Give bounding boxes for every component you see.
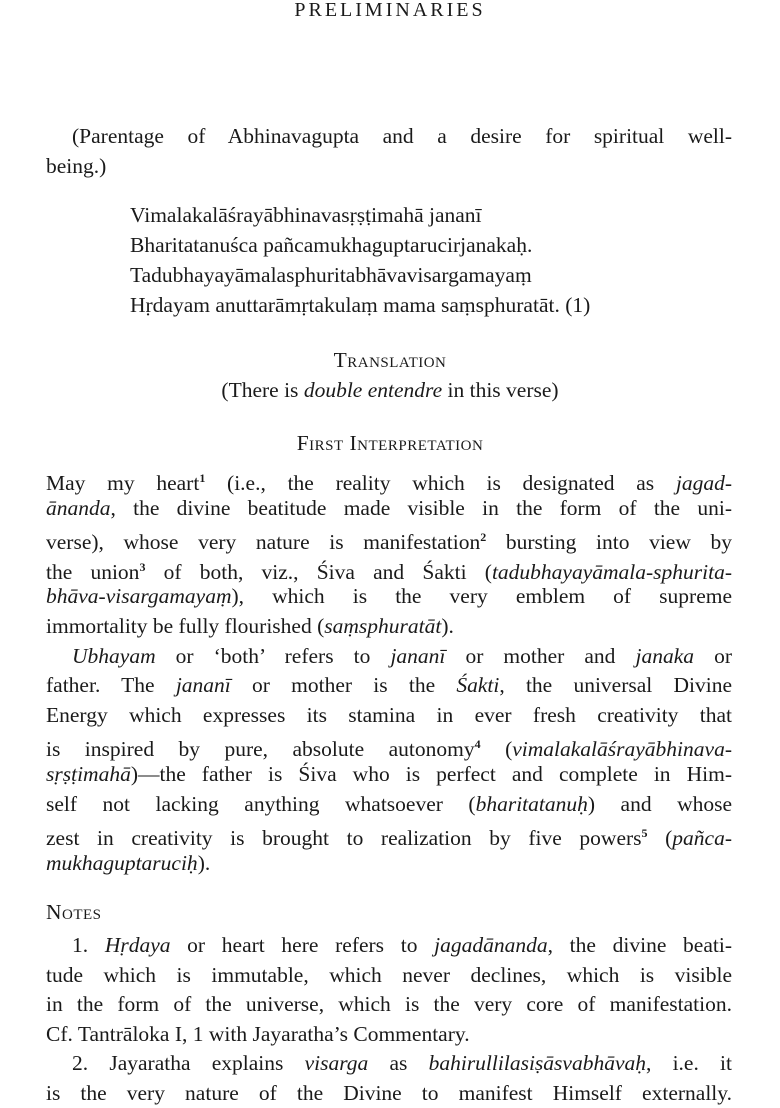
footnote-ref: 5 [641,826,648,841]
text: ( [480,737,513,762]
text: 2. Jayaratha explains [72,1051,305,1076]
text: or ‘both’ refers to [155,643,391,668]
text-line [46,152,732,180]
text: the union [46,559,140,584]
text-line [46,582,732,610]
text-line [46,849,732,877]
text-line [72,642,732,670]
italic-text: sṛṣṭimahā [46,762,131,786]
text: verse), whose very nature is manifestation [46,530,481,555]
text-line [46,523,732,556]
text: May my heart [46,471,200,495]
text-line [72,122,732,150]
text: being.) [46,154,107,178]
text: (There is [221,378,304,402]
text: ) and whose [587,791,733,816]
text-line [46,760,732,788]
text: (i.e., the reality which is designated as [205,471,676,495]
notes-heading: Notes [46,900,102,924]
text: Cf. Tantrāloka I, 1 with Jayaratha’s Commentary. [46,1021,470,1046]
italic-text: Śakti [456,673,500,698]
italic-text: tadubhayayāmala-sphurita- [491,559,732,584]
text: or mother and [445,643,636,668]
text-line [130,291,590,319]
page-title: PRELIMINARIES [294,0,486,21]
text-line [46,961,732,989]
text: ). [441,614,454,638]
text: in this verse) [442,378,559,402]
text-line [46,701,732,729]
text-line [46,494,732,522]
text: Energy which expresses its stamina in ever fresh creativity that [46,702,732,727]
text: father. The [46,673,176,698]
footnote-ref: 2 [480,530,487,545]
text: as [368,1051,429,1076]
text: 1. [72,933,105,957]
italic-text: mukhaguptaruciḥ [46,850,198,875]
italic-text: bhāva-visargamayaṃ [46,584,232,609]
text: or heart here refers to [170,933,435,957]
text-line [46,671,732,699]
text-line [46,819,732,852]
text: ( [647,826,673,851]
italic-text: bharitatanuḥ [475,791,588,816]
text: zest in creativity is brought to realization by five powers [46,826,642,851]
first-interpretation-heading: First Interpretation [296,431,484,455]
text: tude which is immutable, which never declines, which is visible [46,962,732,987]
italic-text: ānanda [46,495,111,520]
text: , the divine beatitude made visible in the form of the uni- [110,495,732,520]
text: bursting into view by [486,530,732,555]
text: is inspired by pure, absolute autonomy [46,737,475,762]
text: (Parentage of Abhinavagupta and a desire for spiritual well- [72,124,732,148]
text-line [46,553,732,586]
text: immortality be fully flourished ( [46,614,325,638]
text-line [46,790,732,818]
text: is the very nature of the Divine to manifest Himself externally. [46,1081,732,1105]
text-line [46,990,732,1018]
italic-text: saṃsphuratāt [324,614,442,638]
text-line [72,1049,732,1077]
italic-text: visarga [304,1051,369,1076]
text: Hṛdayam anuttarāmṛtakulaṃ mama saṃsphuratāt. (1) [130,293,591,317]
italic-text: double entendre [303,378,443,402]
text: of both, viz., Śiva and Śakti ( [145,559,492,584]
italic-text: jagadānanda [434,933,548,957]
italic-text: Ubhayam [72,643,156,668]
italic-text: jananī [390,643,446,668]
text-line [130,231,532,259]
text-line [72,931,732,959]
italic-text: jananī [175,673,231,698]
italic-text: bahirullilasiṣāsvabhāvaḥ [428,1051,646,1076]
text-line [130,261,532,289]
text-line [46,612,732,640]
translation-heading: Translation [333,348,447,372]
text: Vimalakalāśrayābhinavasṛṣṭimahā jananī [130,203,482,227]
text: or mother is the [230,673,457,698]
italic-text: vimalakalāśrayābhinava- [512,737,732,762]
text: or [694,643,733,668]
text: )—the father is Śiva who is perfect and complete in Him- [130,762,732,786]
footnote-ref: 4 [474,737,481,752]
italic-text: pañca- [672,826,732,851]
text-line [130,201,482,229]
text: self not lacking anything whatsoever ( [46,791,476,816]
text-line [46,1020,732,1048]
italic-text: jagad- [675,471,732,495]
text: , i.e. it [646,1051,732,1076]
text: , the universal Divine [499,673,733,698]
text: ). [197,850,211,875]
text-line [46,464,732,497]
italic-text: Hṛdaya [104,933,171,957]
footnote-ref: 1 [199,471,206,485]
footnote-ref: 3 [139,559,146,574]
text: ), which is the very emblem of supreme [231,584,732,609]
text-line [46,1079,732,1107]
text-line [46,730,732,763]
translation-note [0,376,780,404]
italic-text: janaka [635,643,695,668]
text: in the form of the universe, which is the very core of manifestation. [46,992,732,1017]
text: , the divine beati- [547,933,733,957]
text: Bharitatanuśca pañcamukhaguptarucirjanakaḥ. [130,233,533,257]
text: Tadubhayayāmalasphuritabhāvavisargamayaṃ [130,263,532,287]
